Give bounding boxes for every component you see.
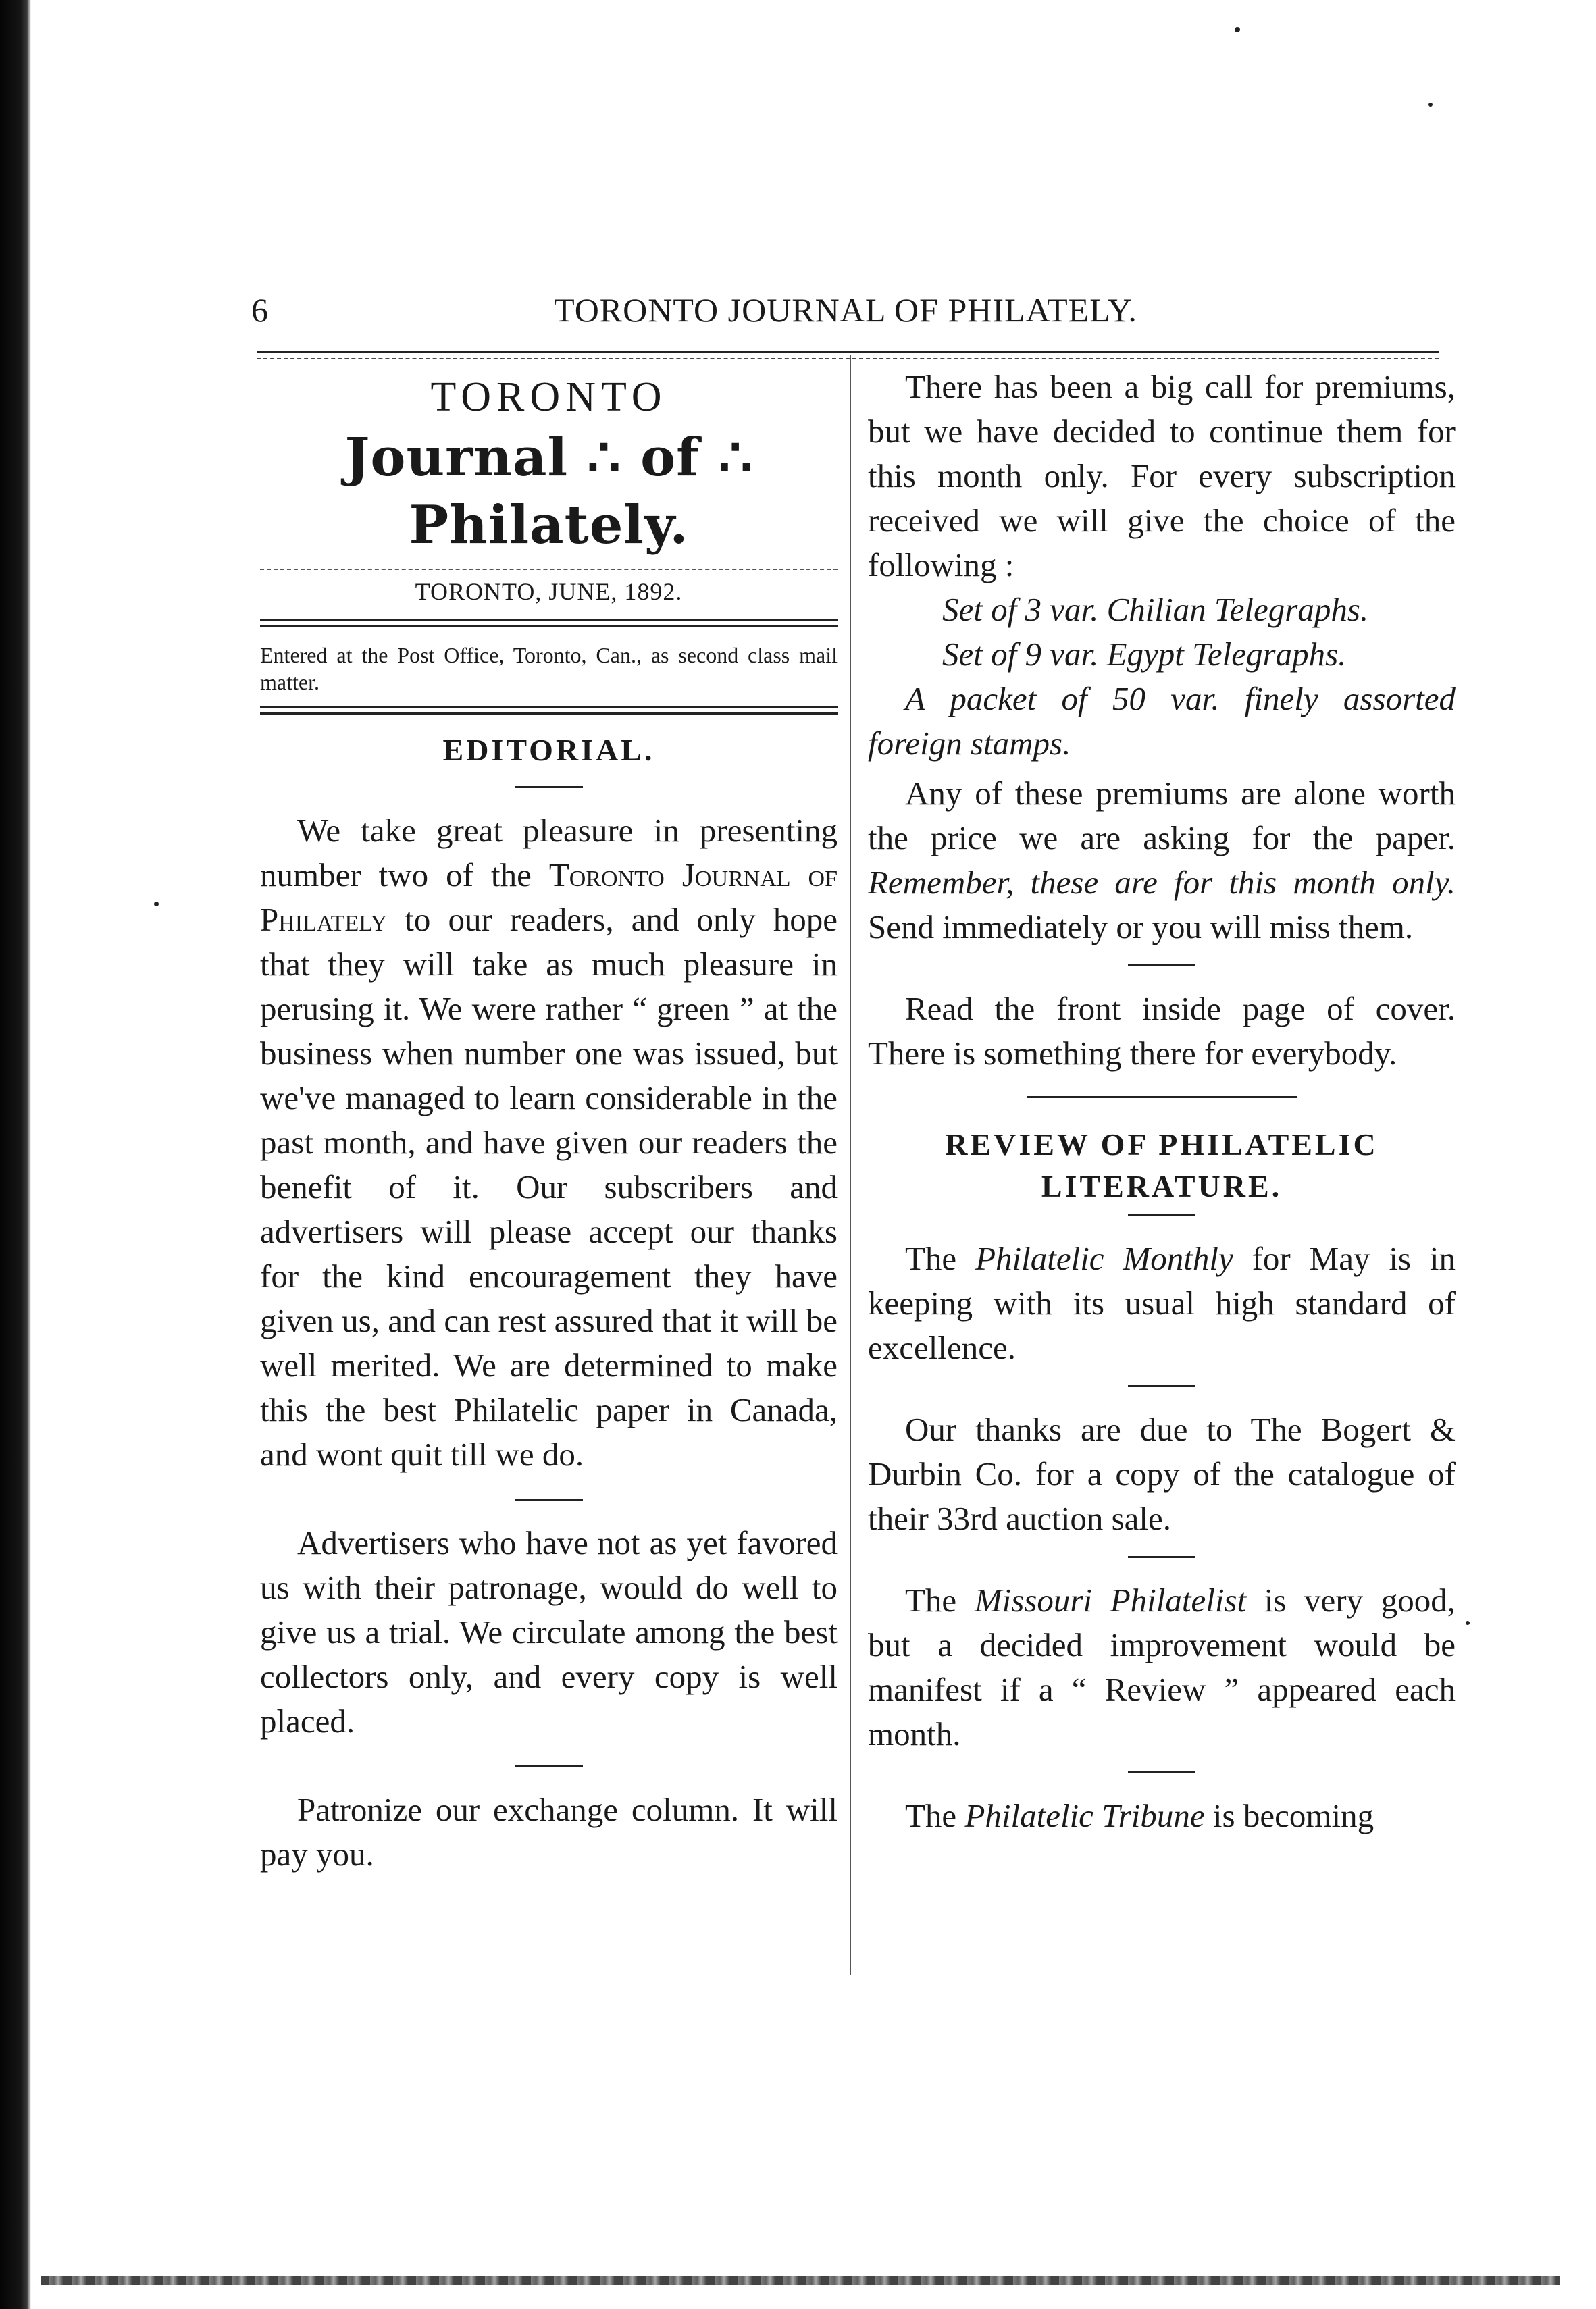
premium-item: A packet of 50 var. finely assorted foreign stamps.	[868, 680, 1456, 762]
short-rule	[1128, 1771, 1195, 1773]
note-text: Send immediately or you will miss them.	[868, 908, 1414, 945]
masthead-double-rule	[260, 619, 838, 627]
premium-item: Set of 9 var. Egypt Telegraphs.	[942, 635, 1347, 673]
running-head	[251, 290, 1440, 338]
short-rule	[515, 1499, 583, 1501]
publication-title: Philatelic Monthly	[975, 1240, 1233, 1277]
review-text: for May is in keeping with its usual high standard of excellence.	[868, 1240, 1456, 1366]
masthead-rule	[260, 569, 838, 570]
head-rule	[257, 351, 1439, 353]
review-text: The	[905, 1582, 975, 1619]
publication-title: Philatelic Tribune	[964, 1797, 1205, 1834]
exchange-paragraph: Patronize our exchange column. It will pay you.	[260, 1791, 838, 1873]
editorial-heading: EDITORIAL.	[442, 733, 655, 767]
premiums-intro: There has been a big call for premiums, but we have decided to continue them for this month only. For every subscription received we will give the choice of the following :	[868, 368, 1456, 583]
review-paragraph	[868, 1794, 1456, 1838]
publication-title: Missouri Philatelist	[974, 1582, 1247, 1619]
review-paragraph: Our thanks are due to The Bogert & Durbin Co. for a copy of the catalogue of their 33rd auction sale.	[868, 1411, 1456, 1537]
masthead-line1: TORONTO	[430, 374, 667, 420]
review-text: The	[905, 1240, 976, 1277]
journal-name: Toronto Journal of Philately	[260, 856, 838, 938]
review-paragraph	[868, 1578, 1456, 1757]
scan-speck	[1235, 27, 1240, 32]
review-text: is very good, but a decided improvement would be manifest if a “ Review ” appeared each month.	[868, 1582, 1456, 1753]
short-rule	[515, 786, 583, 788]
scan-speck	[1428, 103, 1433, 107]
short-rule	[1128, 1214, 1195, 1216]
running-head-title: TORONTO JOURNAL OF PHILATELY.	[554, 291, 1137, 329]
masthead-date: TORONTO, JUNE, 1892.	[415, 578, 683, 605]
note-emphasis: Remember, these are for this month only.	[868, 864, 1456, 901]
scan-bottom-edge	[41, 2276, 1560, 2285]
page-number: 6	[251, 291, 268, 329]
editorial-text: We take great pleasure in presenting number two of the	[260, 812, 838, 893]
short-rule	[1128, 964, 1195, 966]
note-text: Any of these premiums are alone worth the price we are asking for the paper.	[868, 775, 1456, 856]
editorial-text: to our readers, and only hope that they will take as much pleasure in perusing it. We were rather “ green ” at the business when number one was issued, but we've managed to learn considerable in the past month, and have given our readers the benefit of it. Our subscribers and advertisers will please accept our thanks for the kind encouragement they have given us, and can rest assured that it will be well merited. We are determined to make this the best Philatelic paper in Canada, and wont quit till we do.	[260, 901, 838, 1473]
right-column	[868, 365, 1456, 1838]
masthead-title: Journal ∴ of ∴ Philately.	[344, 427, 753, 556]
entered-note: Entered at the Post Office, Toronto, Can., as second class mail matter.	[260, 643, 838, 694]
head-rule	[257, 358, 1439, 359]
cover-note: Read the front inside page of cover. There is something there for everybody.	[868, 990, 1456, 1072]
review-heading-line1: REVIEW OF PHILATELIC	[945, 1127, 1379, 1162]
premiums-note	[868, 771, 1456, 950]
scan-speck	[154, 902, 159, 906]
scan-speck	[1466, 1621, 1470, 1625]
review-heading-line2: LITERATURE.	[1041, 1169, 1283, 1203]
section-rule	[1027, 1096, 1297, 1098]
review-paragraph	[868, 1237, 1456, 1370]
short-rule	[1128, 1385, 1195, 1387]
review-text: The	[905, 1797, 965, 1834]
column-divider	[850, 355, 851, 1975]
short-rule	[515, 1765, 583, 1767]
editorial-paragraph	[260, 808, 838, 1477]
short-rule	[1128, 1556, 1195, 1558]
advertisers-paragraph: Advertisers who have not as yet favored us with their patronage, would do well to give us a trial. We circulate among the best collectors only, and every copy is well placed.	[260, 1524, 838, 1740]
left-column	[260, 365, 838, 1877]
review-text: is becoming	[1204, 1797, 1374, 1834]
masthead-double-rule	[260, 706, 838, 715]
scan-shadow-edge	[0, 0, 31, 2309]
premium-item: Set of 3 var. Chilian Telegraphs.	[942, 591, 1369, 628]
